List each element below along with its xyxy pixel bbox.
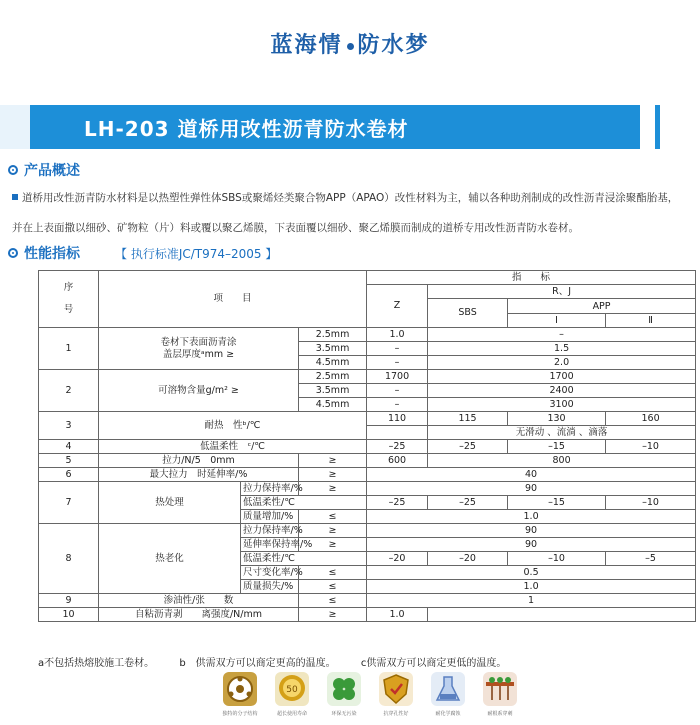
table-row: 无滑动 、流淌 、滴落 xyxy=(39,426,696,440)
title-bar xyxy=(30,105,640,149)
shield-icon xyxy=(379,672,413,706)
feature-item: 耐根系穿刺 xyxy=(480,672,520,722)
performance-heading: 性能指标 xyxy=(8,243,80,263)
header-no: 序 号 xyxy=(39,271,99,328)
table-header-row xyxy=(39,271,696,285)
table-row: 3.5mm – 1.5 xyxy=(39,342,696,356)
table-row: 尺寸变化率/% ≤ 0.5 xyxy=(39,566,696,580)
overview-line-2: 并在上表面撒以细砂、矿物粒（片）料或覆以聚乙烯膜，下表面覆以细砂、聚乙烯膜而制成的道桥专用改性沥青防水卷材。 xyxy=(12,222,579,234)
feature-item: 抗穿孔性好 xyxy=(376,672,416,722)
table-row: 7 热处理 拉力保持率/% ≥ 90 xyxy=(39,482,696,496)
table-row: 3.5mm – 2400 xyxy=(39,384,696,398)
svg-text:50: 50 xyxy=(286,685,298,695)
overview-text xyxy=(12,183,692,243)
table-row: 低温柔性/℃ –20 –20 –10 –5 xyxy=(39,552,696,566)
spec-table xyxy=(38,270,696,622)
title-right-accent xyxy=(655,105,660,149)
feature-item: 50 超长使用寿命 xyxy=(272,672,312,722)
brand-dot xyxy=(347,43,354,50)
square-bullet-icon xyxy=(12,194,18,200)
table-row: 低温柔性/℃ –25 –25 –15 –10 xyxy=(39,496,696,510)
table-row: 9 渗油性/张 数 ≤ 1 xyxy=(39,594,696,608)
table-row: 4.5mm – 2.0 xyxy=(39,356,696,370)
feature-item: 耐化学腐蚀 xyxy=(428,672,468,722)
header-app: APP Ⅰ Ⅱ xyxy=(508,299,696,328)
years-badge-icon xyxy=(275,672,309,706)
table-row: 延伸率保持率/% ≥ 90 xyxy=(39,538,696,552)
feature-item: 独特的分子结构 xyxy=(220,672,260,722)
table-row: 1 卷材下表面沥青涂 盖层厚度ᵃmm ≥ 2.5mm 1.0 – xyxy=(39,328,696,342)
table-row: 2 可溶物含量g/m² ≥ 2.5mm 1700 1700 xyxy=(39,370,696,384)
overview-line-1: 道桥用改性沥青防水材料是以热塑性弹性体SBS或聚烯烃类聚合物APP（APAO）改性材料为主，辅以各种助剂制成的改性沥青浸涂聚酯胎基， xyxy=(12,183,692,213)
header-z: Z xyxy=(367,285,428,328)
footnote-a: a不包括热熔胶施工卷材。 xyxy=(38,658,155,669)
brand-right: 防水梦 xyxy=(357,33,430,58)
footnote-c: c供需双方可以商定更低的温度。 xyxy=(360,658,507,669)
feature-item: 环保无污染 xyxy=(324,672,364,722)
molecule-icon xyxy=(223,672,257,706)
footnotes xyxy=(38,654,528,669)
standard-label: 【 执行标准JC/T974–2005 】 xyxy=(115,247,278,261)
brand-left: 蓝海情 xyxy=(270,33,343,58)
flask-icon xyxy=(431,672,465,706)
header-index: 指 标 xyxy=(367,271,696,285)
page-title: LH-203 道桥用改性沥青防水卷材 xyxy=(84,117,409,141)
footnote-b: b 供需双方可以商定更高的温度。 xyxy=(179,658,336,669)
table-row: 3 耐热 性ᵇ/℃ 110 115 130 160 xyxy=(39,412,696,426)
feature-icons xyxy=(220,672,540,722)
table-row: 5 拉力/N/5 0mm ≥ 600 800 xyxy=(39,454,696,468)
overview-heading: 产品概述 xyxy=(8,160,80,180)
header-item: 项 目 xyxy=(99,271,367,328)
bullet-icon xyxy=(8,165,18,175)
title-left-accent xyxy=(0,105,30,149)
header-rj: R、J xyxy=(428,285,696,299)
table-row: 8 热老化 拉力保持率/% ≥ 90 xyxy=(39,524,696,538)
table-row: 质量增加/% ≤ 1.0 xyxy=(39,510,696,524)
roots-icon xyxy=(483,672,517,706)
table-row: 6 最大拉力 时延伸率/% ≥ 40 xyxy=(39,468,696,482)
table-row: 4.5mm – 3100 xyxy=(39,398,696,412)
bullet-icon xyxy=(8,248,18,258)
header-sbs: SBS xyxy=(428,299,508,328)
clover-icon xyxy=(327,672,361,706)
brand-slogan xyxy=(0,28,700,59)
row1-item: 卷材下表面沥青涂 盖层厚度ᵃmm ≥ xyxy=(99,328,299,370)
table-row: 4 低温柔性 ᶜ/℃ –25 –25 –15 –10 xyxy=(39,440,696,454)
table-row: 质量损失/% ≤ 1.0 xyxy=(39,580,696,594)
table-row: 10 自粘沥青剥 离强度/N/mm ≥ 1.0 xyxy=(39,608,696,622)
